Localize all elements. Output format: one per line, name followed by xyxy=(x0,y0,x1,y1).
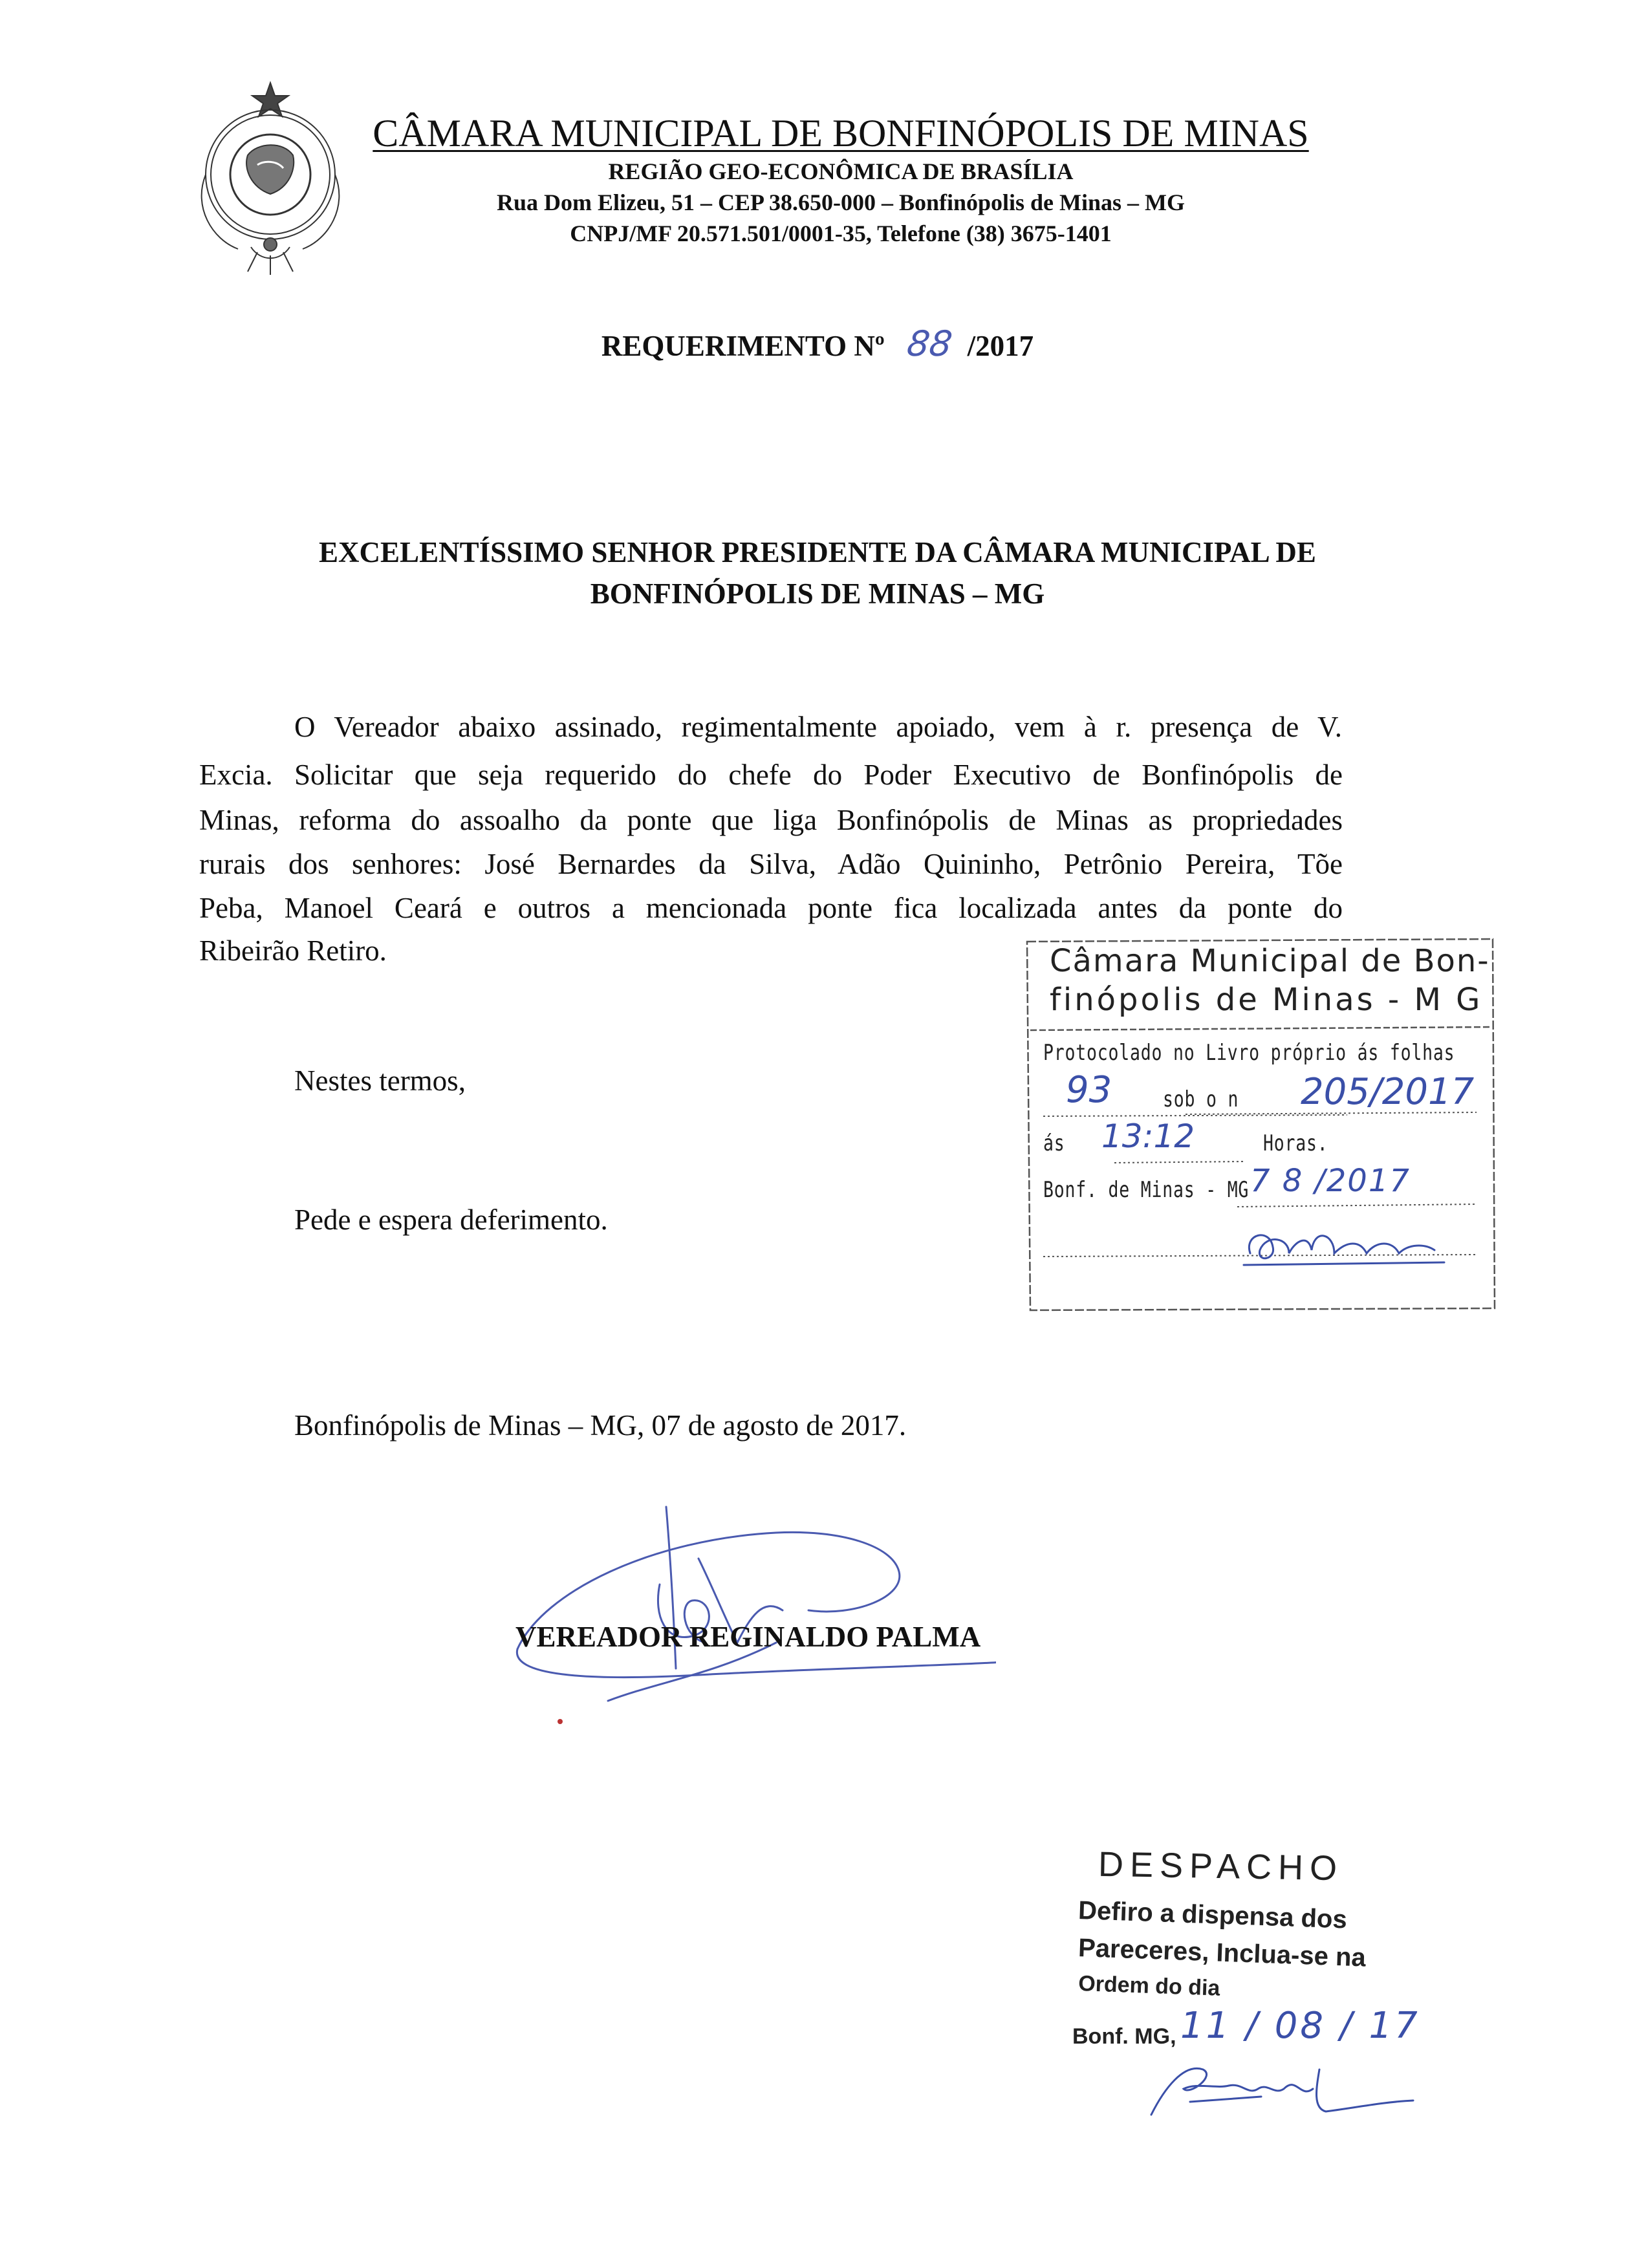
stamp-signature-icon xyxy=(1237,1215,1451,1273)
body-line: rurais dos senhores: José Bernardes da Silva, Adão Quininho, Petrônio Pereira, Tõe xyxy=(199,848,1343,880)
requerimento-number: 88 xyxy=(904,323,955,364)
letterhead-address: Rua Dom Elizeu, 51 – CEP 38.650-000 – Bonfinópolis de Minas – MG xyxy=(496,189,1186,215)
requerimento-year: /2017 xyxy=(967,330,1034,362)
despacho-date: 11 / 08 / 17 xyxy=(1180,2005,1420,2047)
signer-name: VEREADOR REGINALDO PALMA xyxy=(515,1621,981,1653)
stamp-title-line-1: Câmara Municipal de Bon- xyxy=(1050,943,1490,979)
stamp-bonf-label: Bonf. de Minas - MG xyxy=(1043,1177,1250,1203)
despacho-line-3: Ordem do dia xyxy=(1077,1971,1221,2001)
addressee-line-1: EXCELENTÍSSIMO SENHOR PRESIDENTE DA CÂMARA MUNICIPAL DE xyxy=(319,536,1316,568)
despacho-bonf-label: Bonf. MG, xyxy=(1072,2024,1176,2049)
despacho-title: DESPACHO xyxy=(1098,1844,1344,1888)
stamp-protocol-label: Protocolado no Livro próprio ás folhas xyxy=(1043,1040,1455,1066)
body-line: O Vereador abaixo assinado, regimentalmente apoiado, vem à r. presença de V. xyxy=(294,711,1342,743)
stamp-sob-label: sob o n xyxy=(1163,1086,1239,1112)
stamp-title-line-2: finópolis de Minas - M G xyxy=(1050,982,1483,1018)
letterhead-title: CÂMARA MUNICIPAL DE BONFINÓPOLIS DE MINAS xyxy=(373,112,1309,155)
ink-dot xyxy=(558,1719,563,1724)
letterhead-cnpj: CNPJ/MF 20.571.501/0001-35, Telefone (38) 3675-1401 xyxy=(570,221,1112,246)
requerimento-label: REQUERIMENTO Nº xyxy=(601,330,885,362)
closing-line-2: Pede e espera deferimento. xyxy=(294,1204,608,1236)
stamp-time-value: 13:12 xyxy=(1101,1118,1195,1155)
requerimento-heading xyxy=(0,323,1635,364)
municipal-seal-icon xyxy=(186,78,354,278)
body-line: Minas, reforma do assoalho da ponte que liga Bonfinópolis de Minas as propriedades xyxy=(199,804,1343,836)
stamp-as-label: ás xyxy=(1043,1130,1065,1156)
document-date: Bonfinópolis de Minas – MG, 07 de agosto de 2017. xyxy=(294,1409,907,1442)
stamp-date-value: 7 8 /2017 xyxy=(1250,1163,1411,1199)
body-line: Peba, Manoel Ceará e outros a mencionada ponte fica localizada antes da ponte do xyxy=(199,892,1343,924)
despacho-signature-icon xyxy=(1145,2050,1416,2128)
signature-scribble-icon xyxy=(504,1487,996,1733)
stamp-protocol-number: 205/2017 xyxy=(1301,1071,1475,1113)
letterhead-region: REGIÃO GEO-ECONÔMICA DE BRASÍLIA xyxy=(608,158,1074,184)
protocol-stamp xyxy=(1024,936,1496,1312)
body-line: Ribeirão Retiro. xyxy=(199,934,387,967)
despacho-line-1: Defiro a dispensa dos xyxy=(1077,1896,1348,1934)
stamp-pages-value: 93 xyxy=(1066,1069,1112,1111)
closing-line-1: Nestes termos, xyxy=(294,1064,466,1097)
body-line: Excia. Solicitar que seja requerido do chefe do Poder Executivo de Bonfinópolis de xyxy=(199,759,1343,791)
addressee-line-2: BONFINÓPOLIS DE MINAS – MG xyxy=(590,578,1045,610)
despacho-line-2: Pareceres, Inclua-se na xyxy=(1077,1934,1367,1972)
stamp-horas-label: Horas. xyxy=(1263,1130,1328,1156)
